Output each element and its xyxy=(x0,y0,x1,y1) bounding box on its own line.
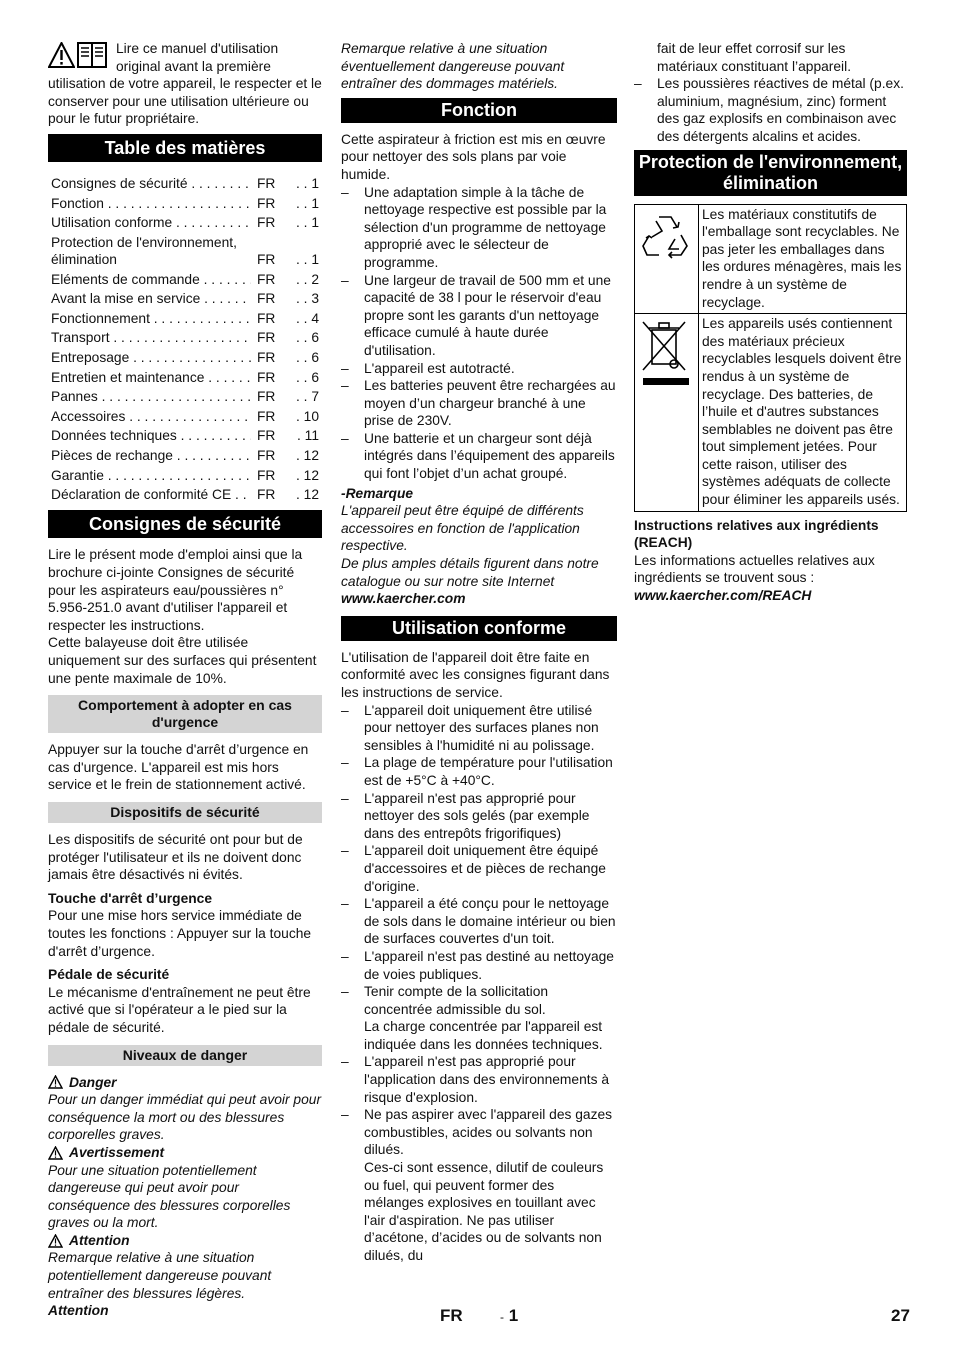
toc-row[interactable] xyxy=(48,289,322,309)
toc-entry-lang: FR xyxy=(251,447,289,464)
toc-entry-page: . . 3 xyxy=(295,291,319,307)
toc-row[interactable] xyxy=(48,387,322,407)
emergency-heading: Comportement à adopter en cas d'urgence xyxy=(48,695,322,733)
toc-entry-page: . 10 xyxy=(295,408,319,424)
danger-title: Danger xyxy=(69,1074,117,1090)
toc-entry-name: Données techniques . . . xyxy=(51,427,251,444)
toc-entry-page: . . 7 xyxy=(295,389,319,405)
reach-heading: Instructions relatives aux ingrédients (REACH) xyxy=(634,517,879,551)
list-item: – Une adaptation simple à la tâche de nettoyage respective est possible par la sélection d'un programme de nettoyage approprié avec le sélecteur de programme. xyxy=(341,184,617,272)
weee-text: Les appareils usés contiennent des matériaux précieux recyclables lesquels doivent être rendus à un système de recyclage. Des batteries, de l’huile et d'autres substances semblables ne doivent pas être tout simplement jetées. Pour cette raison, utiliser des systèmes adéquats de collecte pour éliminer les appareils usés. xyxy=(699,314,907,512)
list-item-text: La plage de température pour l'utilisation est de +5°C à +40°C. xyxy=(364,755,613,788)
toc-entry-lang: FR xyxy=(251,408,289,425)
table-row xyxy=(635,314,907,512)
toc-entry-name: Consignes de sécurité . . . xyxy=(51,175,251,192)
toc-entry-name: Protection de l'environnement, élimination xyxy=(51,235,237,268)
pedal-heading: Pédale de sécurité xyxy=(48,967,170,983)
toc-entry-page: . . 6 xyxy=(295,350,319,366)
list-item-note: Ces-ci sont essence, dilutif de couleurs ou fuel, qui peuvent former des mélanges explosives en touillant avec l'air d'aspiration. Ne pas utiliser d’acétone, d’acides ou de solvants non dilués, du xyxy=(364,1160,604,1263)
toc-entry-lang: FR xyxy=(251,310,289,327)
list-item-text: L'appareil n'est pas approprié pour l'application dans des environnements à risque d'explosion. xyxy=(364,1054,610,1105)
toc-entry-lang: FR xyxy=(251,349,289,366)
list-item-text: Ne pas aspirer avec l'appareil des gazes combustibles, acides ou solvants non dilués. xyxy=(364,1107,613,1158)
danger-levels-heading: Niveaux de danger xyxy=(48,1045,322,1066)
toc-row[interactable] xyxy=(48,367,322,387)
list-item xyxy=(341,1053,617,1106)
warning-icon xyxy=(48,1075,63,1089)
toc-entry-name: Accessoires . . . xyxy=(51,408,251,425)
toc-row[interactable] xyxy=(48,485,322,505)
toc-entry-lang: FR xyxy=(251,290,289,307)
toc-row[interactable] xyxy=(48,194,322,214)
safety-heading: Consignes de sécurité xyxy=(48,510,322,538)
toc-entry-name: Déclaration de conformité CE . . . xyxy=(51,486,251,503)
list-item xyxy=(341,754,617,789)
reach-paragraph: Les informations actuelles relatives aux ingrédients se trouvent sous : xyxy=(634,552,875,586)
list-item xyxy=(341,842,617,895)
toc-entry-page: . . 2 xyxy=(295,271,319,287)
remark-paragraph-2: De plus amples détails figurent dans notre catalogue ou sur notre site Internet xyxy=(341,556,599,589)
remark-paragraph-1: L'appareil peut être équipé de différents accessoires en fonction de l'application respective. xyxy=(341,503,584,554)
recycling-cell xyxy=(635,204,699,314)
toc-row[interactable] xyxy=(48,465,322,485)
list-item-text: Tenir compte de la sollicitation concentrée admissible du sol. xyxy=(364,984,549,1017)
remark-title: -Remarque xyxy=(341,485,414,501)
toc-row[interactable] xyxy=(48,348,322,368)
attention-title: Attention xyxy=(69,1232,130,1248)
toc-entry-name: Entretien et maintenance . . . xyxy=(51,369,251,386)
list-item: – Une batterie et un chargeur sont déjà intégrés dans l’équipement des appareils qui font l’objet d’un achat groupé. xyxy=(341,430,617,483)
column-1 xyxy=(48,40,322,1320)
safety-paragraph-2: Cette balayeuse doit être utilisée uniquement sur des surfaces qui présentent une pente maximale de 10%. xyxy=(48,635,317,686)
use-list xyxy=(341,702,617,1265)
footer-page xyxy=(500,1307,518,1327)
footer-page-number: 1 xyxy=(508,1306,519,1325)
attention-paragraph: Remarque relative à une situation potentiellement dangereuse pouvant entraîner des blessures légères. xyxy=(48,1250,272,1301)
toc-entry-lang: FR xyxy=(251,427,289,444)
crossed-bin-icon xyxy=(639,318,691,390)
toc-entry-name: Avant la mise en service . . . xyxy=(51,290,251,307)
list-item xyxy=(341,948,617,983)
toc-row[interactable] xyxy=(48,233,322,270)
toc-entry-name: Eléments de commande . . . xyxy=(51,271,251,288)
danger-paragraph: Pour un danger immédiat qui peut avoir pour conséquence la mort ou des blessures corporelles graves. xyxy=(48,1092,322,1143)
list-item: – L'appareil est autotracté. xyxy=(341,360,617,378)
footer-manual-page: 27 xyxy=(891,1306,910,1325)
list-item xyxy=(341,895,617,948)
pedal-paragraph: Le mécanisme d'entraînement ne peut être activé que si l'opérateur a le pied sur la pédale de sécurité. xyxy=(48,984,311,1035)
toc-entry-lang: FR xyxy=(251,388,289,405)
devices-heading: Dispositifs de sécurité xyxy=(48,802,322,823)
list-item xyxy=(341,983,617,1053)
toc-entry-page: . 12 xyxy=(295,487,319,503)
list-item-text: L'appareil n'est pas approprié pour nettoyer des sols gelés (par exemple dans des entrepôts frigorifiques) xyxy=(364,790,590,841)
list-item-text: L'appareil doit uniquement être équipé d'accessoires et de pièces de rechange d'origine. xyxy=(364,843,606,894)
list-item-text: L'appareil n'est pas destiné au nettoyage de voies publiques. xyxy=(364,948,614,982)
emergency-stop-heading: Touche d'arrêt d’urgence xyxy=(48,890,213,906)
warning-label xyxy=(48,1144,322,1162)
recycling-icon xyxy=(639,209,691,261)
column-3 xyxy=(634,40,907,605)
environment-heading: Protection de l'environnement, élimination xyxy=(634,150,907,196)
remark-url[interactable]: www.kaercher.com xyxy=(341,591,466,607)
toc-entry-name: Entreposage . . . xyxy=(51,349,251,366)
toc-entry-lang: FR xyxy=(251,251,289,268)
intro-block xyxy=(48,40,322,128)
table-of-contents xyxy=(48,174,322,505)
recycling-text: Les matériaux constitutifs de l'emballage sont recyclables. Ne pas jeter les emballages dans les ordures ménagères, mais les rendre à un système de recyclage. xyxy=(699,204,907,314)
list-item xyxy=(341,702,617,755)
manual-book-icon xyxy=(77,42,107,68)
safety-paragraph-1: Lire le présent mode d'emploi ainsi que la brochure ci-jointe Consignes de sécurité pour les aspirateurs eau/poussières n° 5.956-251.0 avant d'utiliser l'appareil et respecter les instructions. xyxy=(48,547,303,633)
toc-entry-lang: FR xyxy=(251,195,289,212)
toc-row[interactable] xyxy=(48,309,322,329)
toc-row[interactable] xyxy=(48,426,322,446)
toc-entry-name: Fonctionnement . . . xyxy=(51,310,251,327)
toc-entry-page: . . 6 xyxy=(295,330,319,346)
toc-entry-name: Garantie . . . xyxy=(51,467,251,484)
toc-row[interactable] xyxy=(48,269,322,289)
continued-paragraph: fait de leur effet corrosif sur les matériaux constituant l’appareil. xyxy=(657,41,852,74)
attention-label xyxy=(48,1232,322,1250)
function-heading: Fonction xyxy=(341,98,617,123)
toc-entry-lang: FR xyxy=(251,214,289,231)
toc-entry-name: Pannes . . . xyxy=(51,388,251,405)
toc-entry-name: Utilisation conforme . . . xyxy=(51,214,251,231)
attention-material-paragraph: Remarque relative à une situation éventuellement dangereuse pouvant entraîner des dommages matériels. xyxy=(341,41,565,92)
toc-entry-page: . 12 xyxy=(295,447,319,463)
warning-paragraph: Pour une situation potentiellement dangereuse qui peut avoir pour conséquence des blessures corporelles graves ou la mort. xyxy=(48,1162,291,1231)
intro-text: Lire ce manuel d'utilisation original avant la première utilisation de votre appareil, le respecter et le conserver pour une utilisation ultérieure ou pour le futur propriétaire. xyxy=(48,41,322,127)
list-item-text: L'appareil a été conçu pour le nettoyage de sols dans le domaine intérieur ou bien de surfaces couvertes d'un toit. xyxy=(364,896,616,947)
devices-paragraph: Les dispositifs de sécurité ont pour but de protéger l'utilisateur et ils ne doivent donc jamais être désactivés ni évités. xyxy=(48,832,303,883)
toc-entry-page: . 11 xyxy=(297,428,319,444)
list-item: – Une largeur de travail de 500 mm et une capacité de 38 l pour le réservoir d'eau propre sont les garants d'un nettoyage efficace cumulé à haute durée d'utilisation. xyxy=(341,272,617,360)
warning-icon xyxy=(48,1234,63,1248)
warning-title: Avertissement xyxy=(69,1144,165,1160)
footer-language: FR xyxy=(440,1306,463,1325)
footer-dash: - xyxy=(500,1310,504,1324)
attention-2-title: Attention xyxy=(48,1303,109,1319)
manual-icons xyxy=(48,42,110,74)
list-item: – Les poussières réactives de métal (p.ex. aluminium, magnésium, zinc) forment des gaz explosifs en combinaison avec des détergents alcalins et acides. xyxy=(634,75,907,145)
toc-entry-lang: FR xyxy=(251,486,289,503)
toc-entry-page: . . 4 xyxy=(295,310,319,326)
toc-row[interactable] xyxy=(48,328,322,348)
toc-row[interactable] xyxy=(48,213,322,233)
warning-icon xyxy=(48,1146,63,1160)
table-row xyxy=(635,204,907,314)
list-item xyxy=(341,790,617,843)
toc-entry-name: Fonction . . . xyxy=(51,195,251,212)
toc-row[interactable] xyxy=(48,446,322,466)
emergency-stop-paragraph: Pour une mise hors service immédiate de toutes les fonctions : Appuyer sur la touche d'arrêt d’urgence. xyxy=(48,908,312,959)
toc-entry-name: Pièces de rechange . . . xyxy=(51,447,251,464)
column-2 xyxy=(341,40,617,1265)
toc-entry-lang: FR xyxy=(251,271,289,288)
warning-icon xyxy=(48,42,75,68)
toc-row[interactable] xyxy=(48,407,322,427)
toc-entry-page: . 12 xyxy=(295,467,319,483)
environment-table xyxy=(634,204,907,512)
toc-entry-lang: FR xyxy=(251,329,289,346)
toc-entry-page: . . 6 xyxy=(295,369,319,385)
toc-heading: Table des matières xyxy=(48,134,322,162)
toc-entry-page: . . 1 xyxy=(295,176,319,192)
emergency-paragraph: Appuyer sur la touche d'arrêt d’urgence en cas d'urgence. L'appareil est mis hors service et le frein de stationnement activé. xyxy=(48,742,309,793)
use-heading: Utilisation conforme xyxy=(341,616,617,641)
danger-label xyxy=(48,1074,322,1092)
use-paragraph: L'utilisation de l'appareil doit être faite en conformité avec les consignes figurant dans les instructions de service. xyxy=(341,649,610,700)
toc-entry-page: . . 1 xyxy=(295,252,319,268)
function-list xyxy=(341,184,617,483)
reach-url[interactable]: www.kaercher.com/REACH xyxy=(634,588,812,604)
toc-entry-lang: FR xyxy=(251,175,289,192)
weee-cell xyxy=(635,314,699,512)
list-item-text: L'appareil doit uniquement être utilisé pour nettoyer des surfaces planes non sensibles à l'humidité ni au polissage. xyxy=(364,702,599,753)
list-item-note: La charge concentrée par l'appareil est indiquée dans les données techniques. xyxy=(364,1019,603,1052)
toc-entry-lang: FR xyxy=(251,369,289,386)
toc-row[interactable] xyxy=(48,174,322,194)
toc-entry-page: . . 1 xyxy=(295,195,319,211)
toc-entry-name: Transport . . . xyxy=(51,329,251,346)
list-item xyxy=(341,1106,617,1264)
function-paragraph: Cette aspirateur à friction est mis en œuvre pour nettoyer des sols plans par voie humide. xyxy=(341,131,606,182)
toc-entry-page: . . 1 xyxy=(295,215,319,231)
continued-list xyxy=(634,75,907,145)
list-item: – Les batteries peuvent être rechargées au moyen d’un chargeur branché à une prise de 230V. xyxy=(341,377,617,430)
toc-entry-lang: FR xyxy=(251,467,289,484)
